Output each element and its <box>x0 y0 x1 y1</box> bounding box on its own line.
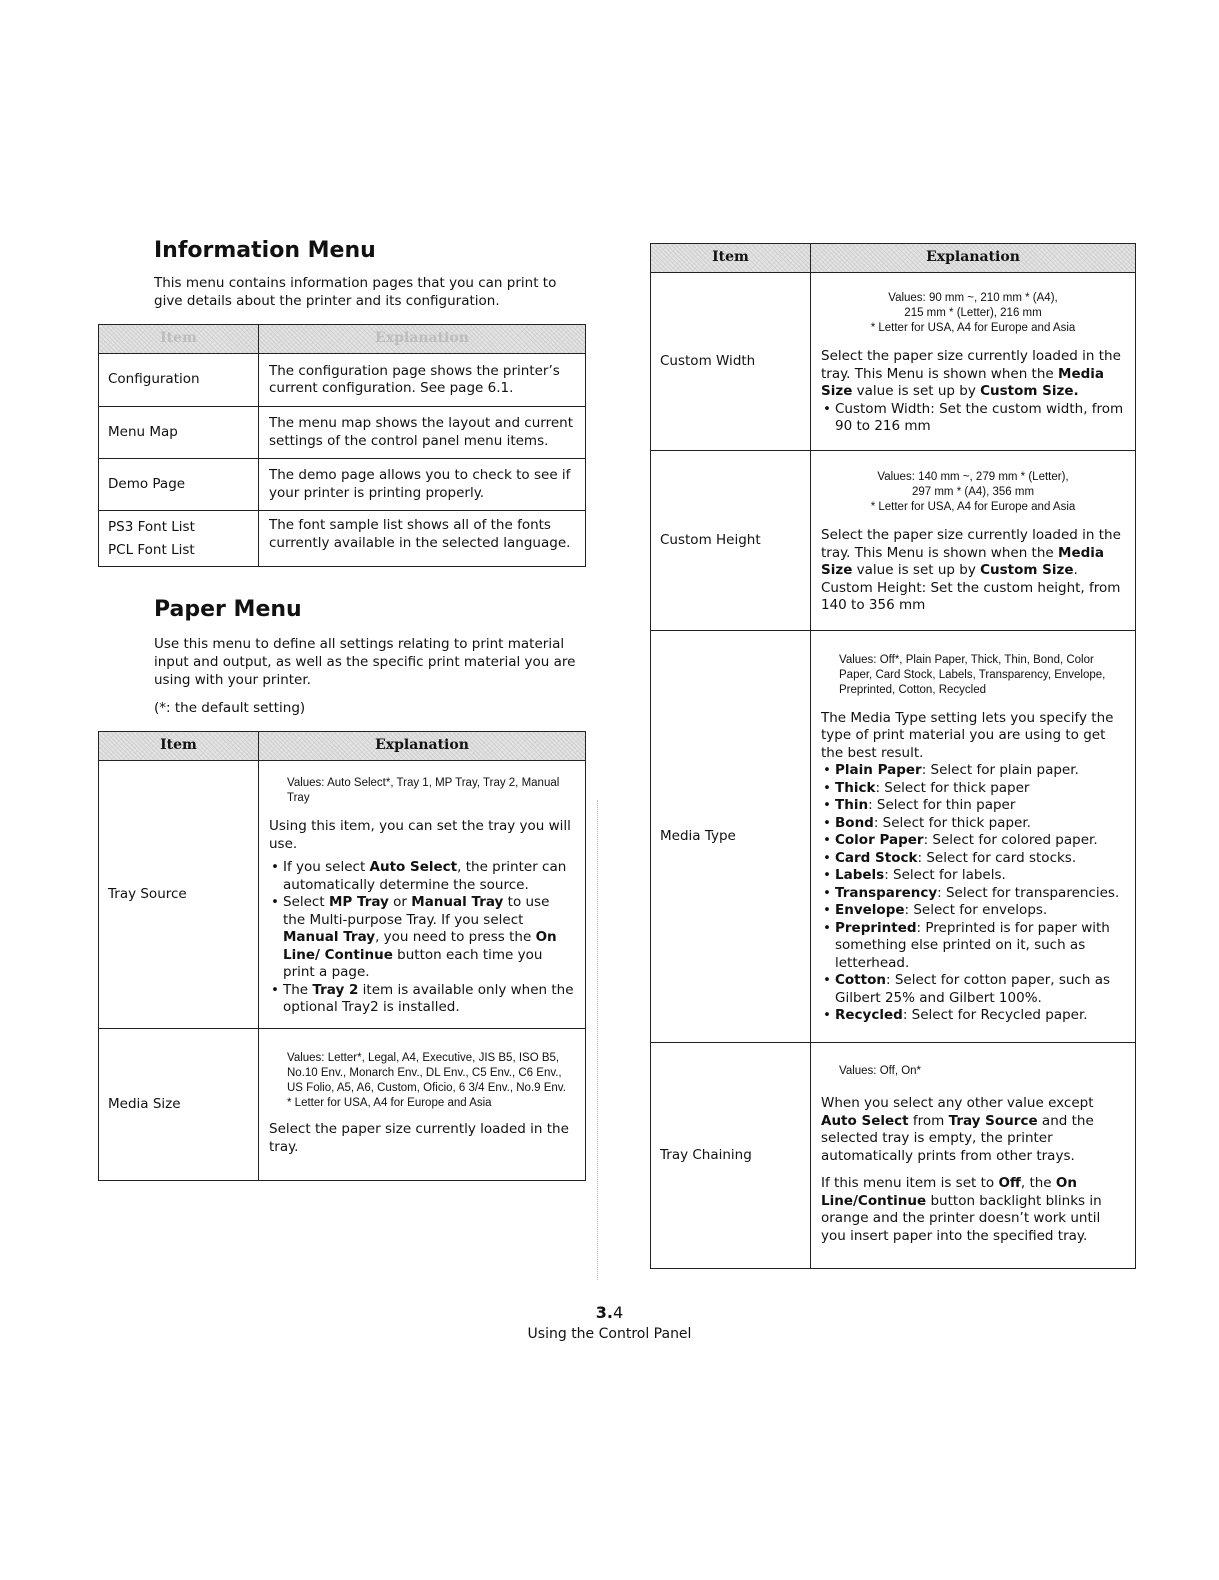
bullet-list <box>821 401 1125 436</box>
bold-text: MP Tray <box>328 894 389 911</box>
bold-text: Tray 2 <box>312 981 359 998</box>
explanation-paragraph: Select the paper size currently loaded in the tray. <box>269 1121 569 1155</box>
values-note: * Letter for USA, A4 for Europe and Asia <box>287 1097 492 1109</box>
page-number-rest: 4 <box>613 1303 624 1322</box>
table-header-row <box>651 244 1136 273</box>
text: The <box>283 981 313 998</box>
text: value is set up by <box>852 562 981 579</box>
row-explanation: The configuration page shows the printer’s current configuration. See page 6.1. <box>259 354 586 407</box>
text: . Custom Height: Set the custom height, from 140 to 356 mm <box>821 562 1121 614</box>
explanation-paragraph <box>821 1095 1125 1165</box>
text: When you select any other value except <box>821 1095 1094 1111</box>
bold-text: Auto Select <box>369 859 458 876</box>
row-explanation <box>811 631 1136 1043</box>
bold-text: Color Paper <box>835 832 924 848</box>
text: , you need to press the <box>375 929 536 946</box>
bold-text: Manual Tray <box>283 929 376 946</box>
list-item <box>835 885 1125 903</box>
table-row <box>99 354 586 407</box>
table-row <box>99 511 586 567</box>
bold-text: Thick <box>835 779 876 796</box>
row-item: Media Type <box>651 631 811 1043</box>
list-item <box>835 780 1125 798</box>
bold-text: Card Stock <box>835 849 918 866</box>
row-item: Menu Map <box>99 407 259 459</box>
values-block <box>269 1051 575 1111</box>
row-item: Media Size <box>99 1029 259 1181</box>
text: : Select for Recycled paper. <box>902 1007 1088 1023</box>
text: If you select <box>283 859 370 876</box>
row-explanation: The demo page allows you to check to see if your printer is printing properly. <box>259 459 586 511</box>
row-item: Custom Width <box>651 273 811 451</box>
row-explanation <box>811 451 1136 631</box>
text: : Select for labels. <box>884 867 1006 883</box>
list-item <box>835 972 1125 1007</box>
bold-text: Tray Source <box>948 1112 1038 1129</box>
explanation-column-header: Explanation <box>259 732 586 761</box>
bold-text: On Line/Continue <box>821 1175 1077 1209</box>
bold-text: On Line/ Continue <box>283 929 557 963</box>
bold-text: Labels <box>835 867 885 883</box>
bold-text: Off <box>998 1175 1021 1191</box>
list-item <box>835 867 1125 885</box>
bold-text: Transparency <box>835 884 938 901</box>
row-explanation: The menu map shows the layout and current settings of the control panel menu items. <box>259 407 586 459</box>
text: or <box>388 894 412 911</box>
explanation-paragraph <box>821 527 1125 615</box>
information-menu-table <box>98 324 586 567</box>
text: If this menu item is set to <box>821 1175 999 1191</box>
table-header-row <box>99 325 586 354</box>
table-row <box>99 407 586 459</box>
explanation-paragraph <box>821 348 1125 401</box>
table-row <box>651 273 1136 451</box>
right-column <box>650 243 1136 1269</box>
left-column <box>98 236 586 1181</box>
text: : Select for card stocks. <box>917 849 1077 866</box>
text: , the printer can automatically determine the source. <box>283 859 567 893</box>
page-number-bold: 3. <box>595 1303 614 1322</box>
explanation-column-header: Explanation <box>811 244 1136 273</box>
row-explanation: The font sample list shows all of the fonts currently available in the selected language. <box>259 511 586 567</box>
text: : Preprinted is for paper with something else printed on it, such as letterhead. <box>835 919 1110 971</box>
values-line: Values: Off*, Plain Paper, Thick, Thin, Bond, Color Paper, Card Stock, Labels, Transparency, Envelope, Preprinted, Cotton, Recycled <box>839 653 1106 696</box>
bold-text: Bond <box>835 814 874 831</box>
table-header-row <box>99 732 586 761</box>
bullet-list <box>821 762 1125 1025</box>
table-row <box>99 459 586 511</box>
explanation-column-header: Explanation <box>259 325 586 354</box>
paper-menu-intro: Use this menu to define all settings relating to print material input and output, as well as the specific print material you are using with your printer. <box>154 636 576 688</box>
list-item <box>835 797 1125 815</box>
item-column-header: Item <box>99 325 259 354</box>
table-row <box>651 451 1136 631</box>
text: : Select for thick paper <box>875 779 1030 796</box>
table-row <box>99 761 586 1029</box>
bullet-list <box>269 859 575 1017</box>
bold-text: Recycled <box>835 1007 903 1023</box>
text: : Select for plain paper. <box>921 762 1079 778</box>
row-item-line: PS3 Font List <box>108 518 195 535</box>
text: : Select for colored paper. <box>923 832 1098 848</box>
text: : Select for thin paper <box>868 797 1016 813</box>
values-line: Values: 140 mm ~, 279 mm * (Letter), 297 mm * (A4), 356 mm <box>877 471 1069 499</box>
list-item <box>283 859 575 894</box>
values-line: Values: Auto Select*, Tray 1, MP Tray, Tray 2, Manual Tray <box>287 777 560 805</box>
paper-menu-heading: Paper Menu <box>154 597 302 622</box>
bold-text: Manual Tray <box>411 894 504 911</box>
row-explanation <box>811 1043 1136 1269</box>
values-note: * Letter for USA, A4 for Europe and Asia <box>870 322 1076 335</box>
row-item <box>99 511 259 567</box>
table-row <box>651 631 1136 1043</box>
values-line: Values: Letter*, Legal, A4, Executive, JIS B5, ISO B5, No.10 Env., Monarch Env., DL Env., C5 Env., C6 Env., US Folio, A5, A6, Custom, Oficio, 6 3/4 Env., No.9 Env. <box>287 1052 566 1094</box>
values-line: Values: 90 mm ~, 210 mm * (A4), 215 mm * (Letter), 216 mm <box>888 292 1058 320</box>
paper-menu-table-continued <box>650 243 1136 1269</box>
list-item <box>835 832 1125 850</box>
list-item <box>835 920 1125 973</box>
list-item <box>835 902 1125 920</box>
default-setting-note: (*: the default setting) <box>154 700 306 716</box>
table-row <box>99 1029 586 1181</box>
values-block <box>821 470 1125 515</box>
chapter-title: Using the Control Panel <box>527 1326 692 1342</box>
row-explanation <box>811 273 1136 451</box>
text: to use the Multi-purpose Tray. If you select <box>283 894 550 928</box>
paper-menu-table <box>98 731 586 1181</box>
list-item <box>283 894 575 982</box>
values-line: Values: Off, On* <box>839 1065 922 1077</box>
text: Select <box>283 894 329 911</box>
bold-text: Cotton <box>835 972 886 988</box>
bold-text: Thin <box>835 797 869 813</box>
bold-text: Custom Size. <box>980 383 1079 400</box>
row-item: Demo Page <box>99 459 259 511</box>
text: , the <box>1020 1175 1056 1191</box>
list-item <box>835 1007 1125 1025</box>
text: : Select for envelops. <box>904 902 1048 918</box>
information-menu-intro: This menu contains information pages that you can print to give details about the printer and its configuration. <box>154 275 557 309</box>
text: button backlight blinks in orange and the printer doesn’t work until you insert paper into the specified tray. <box>821 1192 1102 1244</box>
row-item: Tray Source <box>99 761 259 1029</box>
bold-text: Plain Paper <box>835 762 922 778</box>
text: Select the paper size currently loaded in the tray. This Menu is shown when the <box>821 527 1121 561</box>
bold-text: Envelope <box>835 902 905 918</box>
list-item <box>835 815 1125 833</box>
text: button each time you print a page. <box>283 946 543 981</box>
bold-text: Preprinted <box>835 919 917 936</box>
list-item <box>835 762 1125 780</box>
column-divider <box>597 800 598 1280</box>
text: : Select for thick paper. <box>873 814 1031 831</box>
row-item: Tray Chaining <box>651 1043 811 1269</box>
item-column-header: Item <box>651 244 811 273</box>
bold-text: Media Size <box>821 365 1105 400</box>
bold-text: Auto Select <box>821 1112 909 1129</box>
explanation-paragraph: The Media Type setting lets you specify the type of print material you are using to get the best result. <box>821 709 1114 761</box>
bold-text: Media Size <box>821 544 1105 579</box>
list-item: • Custom Width: Set the custom width, from 90 to 216 mm <box>835 401 1125 436</box>
list-item <box>835 850 1125 868</box>
text: : Select for cotton paper, such as Gilbert 25% and Gilbert 100%. <box>835 972 1111 1006</box>
explanation-paragraph: Using this item, you can set the tray you will use. <box>269 818 571 852</box>
text: from <box>908 1112 949 1129</box>
explanation-paragraph <box>821 1175 1125 1245</box>
text: Select the paper size currently loaded in the tray. This Menu is shown when the <box>821 348 1121 382</box>
text: and the selected tray is empty, the printer automatically prints from other trays. <box>821 1112 1094 1164</box>
values-block <box>821 291 1125 336</box>
text: value is set up by <box>852 383 981 400</box>
bold-text: Custom Size <box>980 562 1074 579</box>
row-item: Configuration <box>99 354 259 407</box>
row-item-line: PCL Font List <box>108 541 195 558</box>
item-column-header: Item <box>99 732 259 761</box>
text: : Select for transparencies. <box>937 884 1120 901</box>
row-explanation <box>259 761 586 1029</box>
values-note: * Letter for USA, A4 for Europe and Asia <box>870 501 1076 514</box>
list-item <box>283 982 575 1017</box>
row-item: Custom Height <box>651 451 811 631</box>
information-menu-heading: Information Menu <box>154 238 376 263</box>
table-row <box>651 1043 1136 1269</box>
row-explanation <box>259 1029 586 1181</box>
page-number <box>0 1303 1219 1322</box>
text: item is available only when the optional Tray2 is installed. <box>283 981 574 1016</box>
